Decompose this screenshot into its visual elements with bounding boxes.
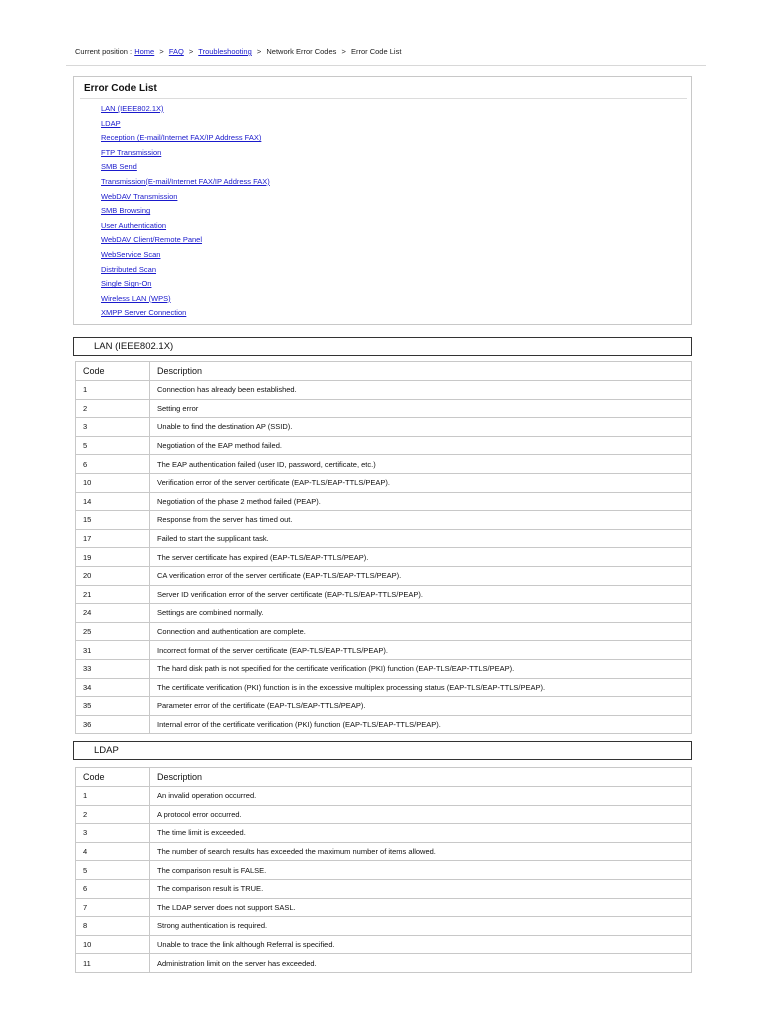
error-code-cell: 4 [76, 842, 150, 861]
error-code-cell: 6 [76, 879, 150, 898]
error-description-cell: Unable to find the destination AP (SSID). [150, 418, 692, 437]
table-row [76, 641, 692, 660]
error-description-cell: Connection has already been established. [150, 381, 692, 400]
toc-link[interactable]: Distributed Scan [101, 264, 157, 274]
table-row [76, 787, 692, 806]
error-code-cell: 35 [76, 697, 150, 716]
toc-link[interactable]: LAN (IEEE802.1X) [101, 104, 164, 113]
table-row [76, 399, 692, 418]
error-description-cell: Parameter error of the certificate (EAP-TLS/EAP-TTLS/PEAP). [150, 697, 692, 716]
error-code-cell: 10 [76, 935, 150, 954]
error-description-cell: The hard disk path is not specified for the certificate verification (PKI) function (EAP-TLS/EAP-TTLS/PEAP). [150, 659, 692, 678]
error-description-cell: Response from the server has timed out. [150, 511, 692, 530]
toc-item [101, 117, 270, 132]
error-code-cell: 5 [76, 861, 150, 880]
error-code-cell: 24 [76, 604, 150, 623]
toc-item [101, 131, 270, 146]
toc-link[interactable]: WebDAV Client/Remote Panel [101, 235, 203, 245]
error-code-cell: 8 [76, 917, 150, 936]
error-description-cell: Unable to trace the link although Referral is specified. [150, 935, 692, 954]
table-row [76, 529, 692, 548]
error-description-cell: The comparison result is FALSE. [150, 861, 692, 880]
table-row [76, 697, 692, 716]
error-code-cell: 1 [76, 381, 150, 400]
table-row [76, 659, 692, 678]
table-row [76, 604, 692, 623]
error-code-cell: 21 [76, 585, 150, 604]
toc-link-list [101, 102, 270, 321]
breadcrumb-separator: > [159, 47, 164, 56]
error-code-index [73, 76, 692, 325]
error-description-cell: The EAP authentication failed (user ID, password, certificate, etc.) [150, 455, 692, 474]
toc-link[interactable]: SMB Browsing [101, 206, 151, 216]
table-row [76, 455, 692, 474]
error-code-cell: 17 [76, 529, 150, 548]
toc-item [101, 102, 270, 117]
table-row [76, 381, 692, 400]
table-row [76, 678, 692, 697]
error-code-cell: 34 [76, 678, 150, 697]
column-header-description: Description [150, 362, 692, 381]
error-description-cell: Settings are combined normally. [150, 604, 692, 623]
toc-link[interactable]: SMB Send [101, 162, 137, 172]
error-description-cell: The time limit is exceeded. [150, 824, 692, 843]
error-code-cell: 7 [76, 898, 150, 917]
toc-item [101, 248, 270, 263]
section-heading-lan: LAN (IEEE802.1X) [73, 337, 692, 356]
error-code-cell: 5 [76, 436, 150, 455]
table-row [76, 805, 692, 824]
page-title: Error Code List [84, 83, 157, 94]
table-row [76, 954, 692, 973]
toc-link[interactable]: Single Sign-On [101, 279, 152, 289]
column-header-description: Description [150, 768, 692, 787]
toc-link[interactable]: User Authentication [101, 220, 167, 230]
error-description-cell: Setting error [150, 399, 692, 418]
error-code-cell: 31 [76, 641, 150, 660]
error-code-cell: 33 [76, 659, 150, 678]
toc-link[interactable]: WebDAV Transmission [101, 191, 178, 201]
error-description-cell: Strong authentication is required. [150, 917, 692, 936]
error-code-cell: 14 [76, 492, 150, 511]
breadcrumb-link-faq[interactable]: FAQ [168, 47, 184, 56]
breadcrumb-current-page: Error Code List [350, 47, 402, 56]
breadcrumb-separator: > [341, 47, 346, 56]
table-row [76, 824, 692, 843]
breadcrumb-separator: > [188, 47, 194, 56]
error-description-cell: Administration limit on the server has exceeded. [150, 954, 692, 973]
toc-link[interactable]: Reception (E-mail/Internet FAX/IP Address FAX) [101, 133, 262, 143]
toc-item [101, 263, 270, 278]
error-description-cell: Connection and authentication are complete. [150, 622, 692, 641]
error-code-cell: 25 [76, 622, 150, 641]
error-description-cell: Negotiation of the EAP method failed. [150, 436, 692, 455]
table-row [76, 566, 692, 585]
ldap-error-table [75, 767, 692, 973]
error-description-cell: Incorrect format of the server certificate (EAP-TLS/EAP-TTLS/PEAP). [150, 641, 692, 660]
table-row [76, 898, 692, 917]
table-row [76, 861, 692, 880]
error-description-cell: Failed to start the supplicant task. [150, 529, 692, 548]
table-row [76, 935, 692, 954]
lan-error-table [75, 361, 692, 734]
error-code-cell: 10 [76, 473, 150, 492]
error-description-cell: The server certificate has expired (EAP-TLS/EAP-TTLS/PEAP). [150, 548, 692, 567]
breadcrumb-link-home[interactable]: Home [134, 47, 155, 56]
error-code-cell: 19 [76, 548, 150, 567]
toc-link[interactable]: LDAP [101, 118, 121, 128]
toc-item [101, 160, 270, 175]
table-row [76, 548, 692, 567]
error-description-cell: Internal error of the certificate verification (PKI) function (EAP-TLS/EAP-TTLS/PEAP). [150, 715, 692, 734]
table-row [76, 622, 692, 641]
error-description-cell: The LDAP server does not support SASL. [150, 898, 692, 917]
section-heading-ldap: LDAP [73, 741, 692, 760]
toc-item [101, 233, 270, 248]
title-divider [80, 98, 687, 99]
breadcrumb-prefix: Current position : [75, 47, 133, 56]
table-row [76, 715, 692, 734]
toc-link[interactable]: WebService Scan [101, 249, 161, 259]
error-description-cell: The certificate verification (PKI) function is in the excessive multiplex processing status (EAP-TLS/EAP-TTLS/PEAP). [150, 678, 692, 697]
table-row [76, 436, 692, 455]
toc-item [101, 204, 270, 219]
error-code-cell: 6 [76, 455, 150, 474]
breadcrumb [75, 47, 401, 56]
toc-item [101, 277, 270, 292]
column-header-code: Code [76, 362, 150, 381]
header-divider [66, 65, 706, 66]
column-header-code: Code [76, 768, 150, 787]
table-row [76, 511, 692, 530]
table-row [76, 842, 692, 861]
toc-link[interactable]: Wireless LAN (WPS) [101, 293, 171, 303]
table-row [76, 917, 692, 936]
toc-item [101, 292, 270, 307]
toc-link[interactable]: Transmission(E-mail/Internet FAX/IP Address FAX) [101, 176, 270, 186]
error-code-cell: 20 [76, 566, 150, 585]
error-description-cell: Negotiation of the phase 2 method failed (PEAP). [150, 492, 692, 511]
breadcrumb-network-error-codes: Network Error Codes [266, 47, 337, 56]
error-description-cell: A protocol error occurred. [150, 805, 692, 824]
error-code-cell: 2 [76, 399, 150, 418]
toc-item [101, 175, 270, 190]
toc-link[interactable]: XMPP Server Connection [101, 308, 187, 318]
table-row [76, 492, 692, 511]
table-header-row [76, 768, 692, 787]
toc-link[interactable]: FTP Transmission [101, 147, 162, 157]
error-description-cell: An invalid operation occurred. [150, 787, 692, 806]
error-code-cell: 15 [76, 511, 150, 530]
table-row [76, 473, 692, 492]
error-code-cell: 11 [76, 954, 150, 973]
table-header-row [76, 362, 692, 381]
toc-item [101, 190, 270, 205]
error-code-cell: 3 [76, 418, 150, 437]
error-code-cell: 2 [76, 805, 150, 824]
toc-item [101, 219, 270, 234]
table-row [76, 879, 692, 898]
error-description-cell: The comparison result is TRUE. [150, 879, 692, 898]
error-code-cell: 3 [76, 824, 150, 843]
breadcrumb-link-troubleshooting[interactable]: Troubleshooting [198, 47, 252, 56]
error-description-cell: Verification error of the server certificate (EAP-TLS/EAP-TTLS/PEAP). [150, 473, 692, 492]
breadcrumb-separator: > [256, 47, 262, 56]
error-description-cell: CA verification error of the server certificate (EAP-TLS/EAP-TTLS/PEAP). [150, 566, 692, 585]
table-row [76, 585, 692, 604]
toc-item [101, 146, 270, 161]
error-code-cell: 1 [76, 787, 150, 806]
error-description-cell: Server ID verification error of the server certificate (EAP-TLS/EAP-TTLS/PEAP). [150, 585, 692, 604]
table-row [76, 418, 692, 437]
toc-item [101, 306, 270, 321]
error-code-cell: 36 [76, 715, 150, 734]
error-description-cell: The number of search results has exceeded the maximum number of items allowed. [150, 842, 692, 861]
